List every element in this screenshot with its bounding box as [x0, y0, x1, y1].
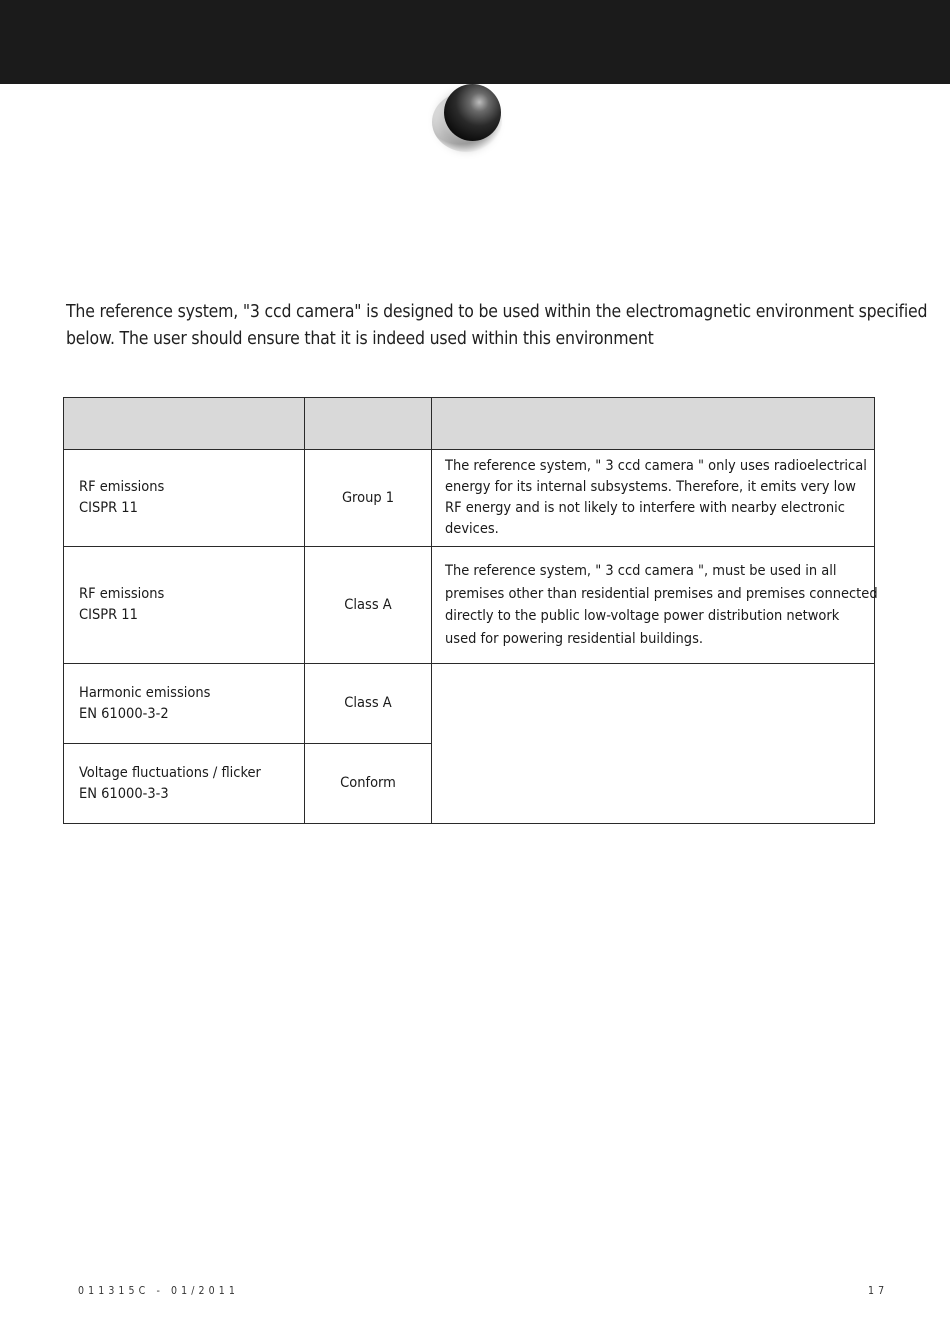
table-row: [64, 664, 875, 744]
table-row: [64, 450, 875, 547]
description-line: premises other than residential premises and premises connected: [445, 585, 878, 602]
test-cell: [64, 450, 305, 547]
compliance-cell: Class A: [305, 547, 432, 664]
document-reference: 011315C - 01/2011: [78, 1285, 239, 1297]
description-cell: [432, 547, 878, 664]
table-header-row: [64, 398, 875, 450]
compliance-cell: Group 1: [305, 450, 432, 547]
test-name: RF emissions: [79, 586, 165, 602]
header-cell-test: [64, 398, 305, 450]
test-cell: [64, 547, 305, 664]
description-line: devices.: [445, 521, 499, 537]
compliance-cell: Conform: [305, 744, 432, 824]
test-standard: EN 61000-3-2: [79, 705, 169, 722]
emissions-table: [63, 397, 878, 824]
intro-line-2: below. The user should ensure that it is indeed used within this environment: [66, 329, 654, 349]
header-cell-compliance: [305, 398, 432, 450]
description-line: energy for its internal subsystems. Therefore, it emits very low: [445, 479, 856, 495]
intro-line-1: The reference system, "3 ccd camera" is designed to be used within the electromagnetic environment specified: [66, 302, 928, 322]
page-number: 17: [868, 1285, 889, 1297]
sphere-icon: [444, 84, 501, 141]
top-header-band: [0, 0, 950, 84]
compliance-cell: Class A: [305, 664, 432, 744]
description-line: The reference system, " 3 ccd camera ", must be used in all: [445, 563, 837, 579]
intro-paragraph: [66, 299, 928, 353]
test-standard: CISPR 11: [79, 500, 138, 516]
test-cell: [64, 664, 305, 744]
test-name: Harmonic emissions: [79, 684, 211, 701]
description-line: RF energy and is not likely to interfere with nearby electronic: [445, 500, 845, 516]
description-line: The reference system, " 3 ccd camera " only uses radioelectrical: [445, 458, 867, 474]
test-name: Voltage fluctuations / flicker: [79, 764, 261, 781]
test-name: RF emissions: [79, 479, 165, 495]
description-cell-empty: [432, 664, 875, 824]
header-cell-environment: [432, 398, 875, 450]
test-standard: EN 61000-3-3: [79, 785, 169, 802]
description-line: used for powering residential buildings.: [445, 630, 704, 647]
description-cell: [432, 450, 875, 547]
test-cell: [64, 744, 305, 824]
table-row: [64, 547, 875, 664]
description-line: directly to the public low-voltage power distribution network: [445, 608, 840, 624]
test-standard: CISPR 11: [79, 607, 138, 623]
